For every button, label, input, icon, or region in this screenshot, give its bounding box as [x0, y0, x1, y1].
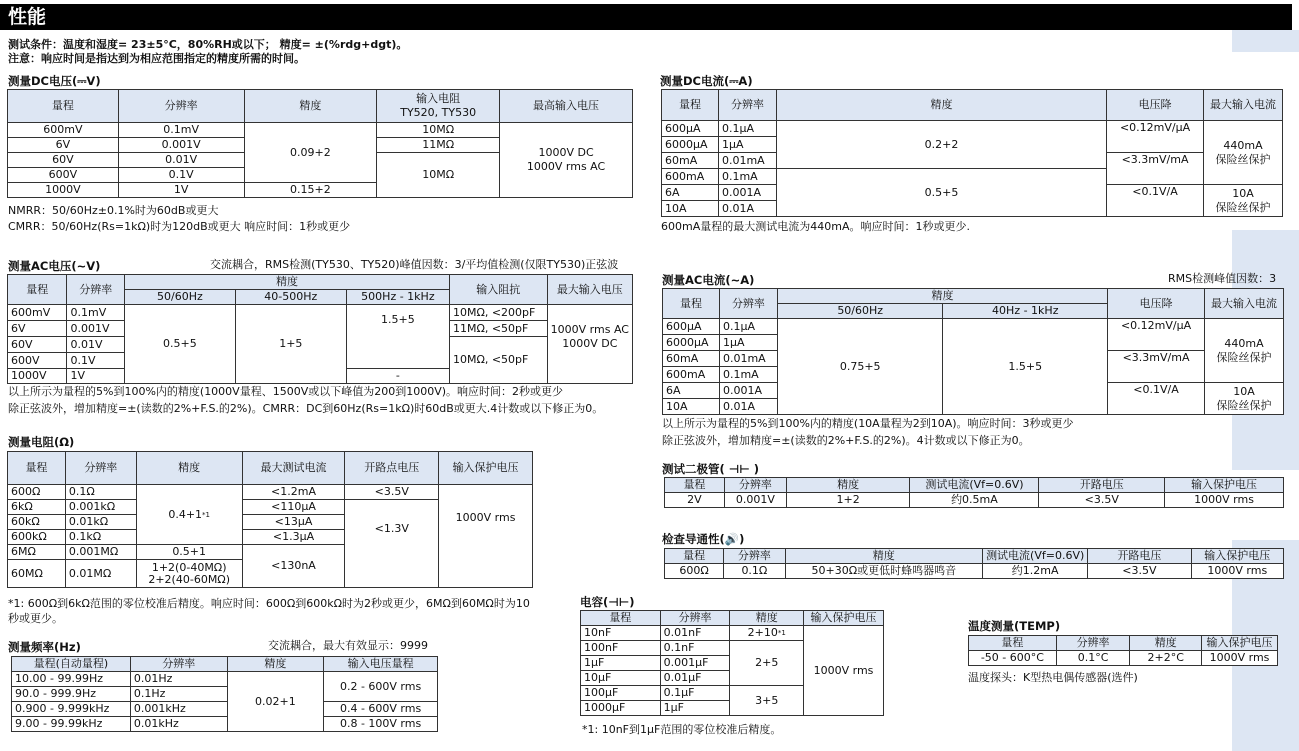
dca-maxi-3: 10A [1232, 186, 1254, 200]
dca-h-range: 量程 [662, 90, 719, 121]
dcv-acc: 0.09+2 [244, 123, 377, 183]
diode-h: 开路电压 [1039, 478, 1165, 493]
dcv-maxv-2: 1000V rms AC [526, 160, 606, 173]
dcv-res: 0.1V [118, 168, 244, 183]
cont-h: 量程 [665, 549, 724, 564]
acv-h-maxv: 最大输入电压 [547, 275, 632, 305]
freq-title: 测量频率(Hz) [8, 640, 81, 654]
aca-maxi-3: 10A [1233, 384, 1255, 398]
cap-note: *1: 10nF到1μF范围的零位校准后精度。 [582, 723, 782, 736]
aca-acc-1: 0.75+5 [777, 319, 943, 415]
cap-res: 0.01μF [660, 671, 730, 686]
res-cur: <130nA [242, 545, 345, 588]
cont-h: 精度 [785, 549, 983, 564]
res-range: 6kΩ [8, 500, 66, 515]
diode-table [664, 477, 1284, 508]
cap-res: 1μF [660, 701, 730, 716]
acv-range: 6V [8, 321, 67, 337]
dca-res: 0.1μA [718, 121, 776, 137]
res-ocv: <1.3V [345, 500, 439, 588]
dcv-h-imp-2: TY520, TY530 [400, 106, 477, 119]
freq-res: 0.01Hz [130, 672, 227, 687]
dcv-range: 1000V [8, 183, 119, 198]
temp-cell: -50 - 600°C [969, 651, 1057, 666]
cap-range: 100μF [581, 686, 661, 701]
decor-stripe-top [1232, 30, 1299, 52]
dcv-imp: 10MΩ [377, 153, 500, 198]
dcv-h-imp [377, 90, 500, 123]
dcv-note-1: NMRR：50/60Hz±0.1%时为60dB或更大 [8, 204, 219, 217]
dcv-imp: 11MΩ [377, 138, 500, 153]
acv-subtitle: 交流耦合，RMS检测(TY530、TY520)峰值因数：3/平均值检测(仅限TY530)正弦波 [210, 258, 619, 271]
freq-subtitle: 交流耦合，最大有效显示：9999 [268, 639, 428, 652]
freq-range: 9.00 - 99.99kHz [12, 717, 131, 732]
intro-line-2: 注意：响应时间是指达到为相应范围指定的精度所需的时间。 [8, 52, 305, 65]
cont-h: 测试电流(Vf=0.6V) [983, 549, 1088, 564]
dcv-imp: 10MΩ [377, 123, 500, 138]
cap-table [580, 610, 884, 716]
aca-res: 0.01mA [719, 351, 777, 367]
diode-cell: 0.001V [724, 493, 786, 508]
dca-maxi [1204, 185, 1283, 217]
acv-res: 0.1V [67, 353, 125, 369]
cap-res: 0.1nF [660, 641, 730, 656]
res-res: 0.001kΩ [65, 500, 136, 515]
acv-range: 600V [8, 353, 67, 369]
acv-range: 60V [8, 337, 67, 353]
cap-acc-val: 2+10 [747, 626, 778, 639]
freq-acc: 0.02+1 [227, 672, 324, 732]
dca-h-res: 分辨率 [718, 90, 776, 121]
aca-maxi-2: 保险丝保护 [1216, 350, 1272, 364]
res-range: 60kΩ [8, 515, 66, 530]
dcv-range: 6V [8, 138, 119, 153]
cont-cell: 600Ω [665, 564, 724, 579]
dcv-h-range: 量程 [8, 90, 119, 123]
diode-h: 量程 [665, 478, 725, 493]
dcv-maxv [500, 123, 633, 198]
diode-cell: 2V [665, 493, 725, 508]
aca-h-f1: 50/60Hz [777, 304, 943, 319]
aca-maxi-4: 保险丝保护 [1216, 398, 1272, 412]
temp-h: 量程 [969, 636, 1057, 651]
cont-cell: 1000V rms [1191, 564, 1283, 579]
dca-res: 0.01mA [718, 153, 776, 169]
res-note-1: *1: 600Ω到6kΩ范围的零位校准后精度。响应时间：600Ω到600kΩ时为2秒或更少，6MΩ到60MΩ时为10 [8, 597, 530, 610]
dcv-h-maxv: 最高输入电压 [500, 90, 633, 123]
aca-range: 6000μA [663, 335, 720, 351]
dcv-res: 0.01V [118, 153, 244, 168]
cont-h: 输入保护电压 [1191, 549, 1283, 564]
aca-range: 6A [663, 383, 720, 399]
dca-maxi [1204, 121, 1283, 185]
diode-h: 分辨率 [724, 478, 786, 493]
dca-acc: 0.2+2 [776, 121, 1106, 169]
acv-h-res: 分辨率 [67, 275, 125, 305]
cap-prot: 1000V rms [804, 626, 884, 716]
res-acc [136, 485, 242, 545]
intro-line-1: 测试条件：温度和湿度= 23±5°C，80%RH或以下； 精度= ±(%rdg+dgt)。 [8, 38, 408, 51]
temp-note: 温度探头：K型热电偶传感器(选件) [968, 671, 1138, 684]
cap-h-range: 量程 [581, 611, 661, 626]
cont-cell: 约1.2mA [983, 564, 1088, 579]
res-acc-val: 0.4+1 [168, 507, 203, 521]
dca-h-drop: 电压降 [1107, 90, 1204, 121]
dca-maxi-4: 保险丝保护 [1215, 200, 1271, 214]
acv-h-f3: 500Hz - 1kHz [346, 290, 449, 305]
aca-drop: <3.3mV/mA [1108, 351, 1205, 383]
cap-range: 10μF [581, 671, 661, 686]
res-range: 60MΩ [8, 560, 66, 588]
res-h-prot: 输入保护电压 [439, 452, 533, 485]
res-res: 0.01MΩ [65, 560, 136, 588]
aca-table [662, 288, 1284, 415]
dca-table [661, 89, 1283, 217]
acv-table [7, 274, 633, 384]
dca-drop: <3.3mV/mA [1107, 153, 1204, 185]
acv-imp: 10MΩ, <50pF [449, 337, 547, 384]
res-ocv: <3.5V [345, 485, 439, 500]
res-h-res: 分辨率 [65, 452, 136, 485]
dca-h-acc: 精度 [776, 90, 1106, 121]
dca-drop: <0.1V/A [1107, 185, 1204, 217]
cap-res: 0.001μF [660, 656, 730, 671]
freq-table [11, 656, 438, 732]
aca-drop: <0.1V/A [1108, 383, 1205, 415]
acv-h-f2: 40-500Hz [235, 290, 346, 305]
cap-title: 电容(⊣⊢) [580, 595, 635, 609]
dca-range: 10A [662, 201, 719, 217]
temp-title: 温度测量(TEMP) [968, 619, 1061, 633]
aca-drop: <0.12mV/μA [1108, 319, 1205, 351]
freq-range: 10.00 - 99.99Hz [12, 672, 131, 687]
cap-acc-footnote: *1 [777, 629, 786, 637]
res-range: 6MΩ [8, 545, 66, 560]
freq-res: 0.001kHz [130, 702, 227, 717]
acv-acc-1: 0.5+5 [125, 305, 236, 384]
res-res: 0.1kΩ [65, 530, 136, 545]
temp-cell: 0.1°C [1056, 651, 1130, 666]
aca-note-2: 除正弦波外，增加精度=±(读数的2%+F.S.的2%)。4计数或以下修正为0。 [662, 434, 1030, 447]
dca-h-maxi: 最大输入电流 [1204, 90, 1283, 121]
temp-table [968, 635, 1278, 666]
res-note-2: 秒或更少。 [8, 612, 63, 625]
acv-h-acc: 精度 [125, 275, 450, 290]
dcv-table [7, 89, 633, 198]
acv-h-imp: 输入阻抗 [449, 275, 547, 305]
aca-h-f2: 40Hz - 1kHz [943, 304, 1108, 319]
aca-h-res: 分辨率 [719, 289, 777, 319]
aca-res: 0.001A [719, 383, 777, 399]
dca-res: 0.001A [718, 185, 776, 201]
acv-range: 600mV [8, 305, 67, 321]
diode-h: 精度 [786, 478, 910, 493]
dca-range: 600mA [662, 169, 719, 185]
acv-acc-2: 1+5 [235, 305, 346, 384]
freq-res: 0.1Hz [130, 687, 227, 702]
diode-cell: 1000V rms [1165, 493, 1284, 508]
aca-range: 10A [663, 399, 720, 415]
freq-range: 90.0 - 999.9Hz [12, 687, 131, 702]
dca-range: 6A [662, 185, 719, 201]
acv-maxv [547, 305, 632, 384]
aca-maxi-1: 440mA [1224, 336, 1264, 350]
res-res: 0.01kΩ [65, 515, 136, 530]
cont-title: 检查导通性(🔊) [662, 532, 745, 546]
aca-h-range: 量程 [663, 289, 720, 319]
freq-h-vr: 输入电压量程 [324, 657, 438, 672]
dcv-title: 测量DC电压(⎓V) [8, 74, 101, 88]
dca-drop: <0.12mV/μA [1107, 121, 1204, 153]
freq-h-range: 量程(自动量程) [12, 657, 131, 672]
res-acc [136, 560, 242, 588]
cont-cell: 0.1Ω [724, 564, 785, 579]
dca-maxi-1: 440mA [1223, 138, 1263, 152]
acv-res: 0.001V [67, 321, 125, 337]
dca-res: 0.01A [718, 201, 776, 217]
dca-range: 60mA [662, 153, 719, 169]
diode-cell: 1+2 [786, 493, 910, 508]
aca-h-maxi: 最大输入电流 [1204, 289, 1283, 319]
cont-cell: <3.5V [1088, 564, 1191, 579]
cap-res: 0.1μF [660, 686, 730, 701]
dcv-res: 1V [118, 183, 244, 198]
acv-res: 0.1mV [67, 305, 125, 321]
diode-cell: 约0.5mA [910, 493, 1039, 508]
aca-h-drop: 电压降 [1108, 289, 1205, 319]
dca-note: 600mA量程的最大测试电流为440mA。响应时间：1秒或更少. [661, 220, 970, 233]
cap-acc: 2+5 [730, 641, 804, 686]
dca-acc: 0.5+5 [776, 169, 1106, 217]
res-prot: 1000V rms [439, 485, 533, 588]
dcv-res: 0.001V [118, 138, 244, 153]
dcv-h-res: 分辨率 [118, 90, 244, 123]
page-header: 性能 [0, 4, 1292, 30]
diode-title: 测试二极管( ⊣⊢ ) [662, 462, 760, 476]
res-h-cur: 最大测试电流 [242, 452, 345, 485]
aca-h-acc: 精度 [777, 289, 1107, 304]
aca-res: 0.01A [719, 399, 777, 415]
dcv-h-acc: 精度 [244, 90, 377, 123]
diode-h: 输入保护电压 [1165, 478, 1284, 493]
temp-h: 输入保护电压 [1202, 636, 1278, 651]
cap-res: 0.01nF [660, 626, 730, 641]
res-h-ocv: 开路点电压 [345, 452, 439, 485]
cap-acc: 3+5 [730, 686, 804, 716]
freq-h-res: 分辨率 [130, 657, 227, 672]
freq-vr: 0.2 - 600V rms [324, 672, 438, 702]
temp-h: 精度 [1130, 636, 1202, 651]
res-title: 测量电阻(Ω) [8, 435, 75, 449]
aca-range: 600μA [663, 319, 720, 335]
aca-title: 测量AC电流(~A) [662, 273, 755, 287]
aca-res: 0.1μA [719, 319, 777, 335]
diode-cell: <3.5V [1039, 493, 1165, 508]
res-acc-footnote: *1 [202, 510, 211, 519]
acv-note-1: 以上所示为量程的5%到100%内的精度(1000V量程、1500V或以下峰值为200到1000V)。响应时间：2秒或更少 [8, 385, 564, 398]
acv-range: 1000V [8, 369, 67, 384]
aca-res: 1μA [719, 335, 777, 351]
res-cur: <13μA [242, 515, 345, 530]
cap-acc [730, 626, 804, 641]
dcv-note-2: CMRR：50/60Hz(Rs=1kΩ)时为120dB或更大 响应时间：1秒或更少 [8, 220, 351, 233]
res-cur: <1.2mA [242, 485, 345, 500]
acv-res: 1V [67, 369, 125, 384]
temp-h: 分辨率 [1056, 636, 1130, 651]
acv-imp: 10MΩ, <200pF [449, 305, 547, 321]
cap-h-prot: 输入保护电压 [804, 611, 884, 626]
freq-h-acc: 精度 [227, 657, 324, 672]
acv-maxv-2: 1000V DC [562, 337, 618, 350]
acv-h-f1: 50/60Hz [125, 290, 236, 305]
cap-range: 1000μF [581, 701, 661, 716]
res-range: 600Ω [8, 485, 66, 500]
dca-range: 600μA [662, 121, 719, 137]
aca-note-1: 以上所示为量程的5%到100%内的精度(10A量程为2到10A)。响应时间：3秒或更少 [662, 417, 1074, 430]
res-h-range: 量程 [8, 452, 66, 485]
res-range: 600kΩ [8, 530, 66, 545]
res-cur: <110μA [242, 500, 345, 515]
res-h-acc: 精度 [136, 452, 242, 485]
acv-acc-4: - [346, 369, 449, 384]
aca-acc-2: 1.5+5 [943, 319, 1108, 415]
res-table [7, 451, 533, 588]
acv-acc-3: 1.5+5 [346, 305, 449, 369]
dcv-maxv-1: 1000V DC [538, 146, 594, 159]
cap-range: 1μF [581, 656, 661, 671]
acv-res: 0.01V [67, 337, 125, 353]
freq-vr: 0.8 - 100V rms [324, 717, 438, 732]
diode-h: 测试电流(Vf=0.6V) [910, 478, 1039, 493]
dca-maxi-2: 保险丝保护 [1215, 152, 1271, 166]
res-acc-b: 2+2(40-60MΩ) [148, 572, 231, 586]
acv-maxv-1: 1000V rms AC [550, 323, 629, 336]
cap-h-acc: 精度 [730, 611, 804, 626]
freq-vr: 0.4 - 600V rms [324, 702, 438, 717]
dcv-acc: 0.15+2 [244, 183, 377, 198]
acv-note-2: 除正弦波外，增加精度=±(读数的2%+F.S.的2%)。CMRR：DC到60Hz(Rs=1kΩ)时60dB或更大.4计数或以下修正为0。 [8, 402, 604, 415]
cap-range: 100nF [581, 641, 661, 656]
dcv-range: 600V [8, 168, 119, 183]
res-cur: <1.3μA [242, 530, 345, 545]
acv-h-range: 量程 [8, 275, 67, 305]
dca-res: 1μA [718, 137, 776, 153]
dca-res: 0.1mA [718, 169, 776, 185]
temp-cell: 2+2°C [1130, 651, 1202, 666]
res-res: 0.1Ω [65, 485, 136, 500]
dca-title: 测量DC电流(⎓A) [660, 74, 753, 88]
res-acc: 0.5+1 [136, 545, 242, 560]
cont-h: 分辨率 [724, 549, 785, 564]
res-res: 0.001MΩ [65, 545, 136, 560]
aca-range: 60mA [663, 351, 720, 367]
dcv-range: 60V [8, 153, 119, 168]
cap-range: 10nF [581, 626, 661, 641]
dcv-res: 0.1mV [118, 123, 244, 138]
aca-maxi [1204, 383, 1283, 415]
res-acc-a: 1+2(0-40MΩ) [151, 560, 227, 574]
freq-range: 0.900 - 9.999kHz [12, 702, 131, 717]
acv-imp: 11MΩ, <50pF [449, 321, 547, 337]
cap-h-res: 分辨率 [660, 611, 730, 626]
freq-res: 0.01kHz [130, 717, 227, 732]
temp-cell: 1000V rms [1202, 651, 1278, 666]
dcv-range: 600mV [8, 123, 119, 138]
cont-h: 开路电压 [1088, 549, 1191, 564]
aca-res: 0.1mA [719, 367, 777, 383]
dca-range: 6000μA [662, 137, 719, 153]
cont-cell: 50+30Ω或更低时蜂鸣器鸣音 [785, 564, 983, 579]
aca-range: 600mA [663, 367, 720, 383]
aca-subtitle: RMS检测峰值因数：3 [1168, 272, 1277, 285]
acv-title: 测量AC电压(~V) [8, 259, 101, 273]
dcv-h-imp-1: 输入电阻 [416, 92, 461, 105]
aca-maxi [1204, 319, 1283, 383]
cont-table [664, 548, 1284, 579]
